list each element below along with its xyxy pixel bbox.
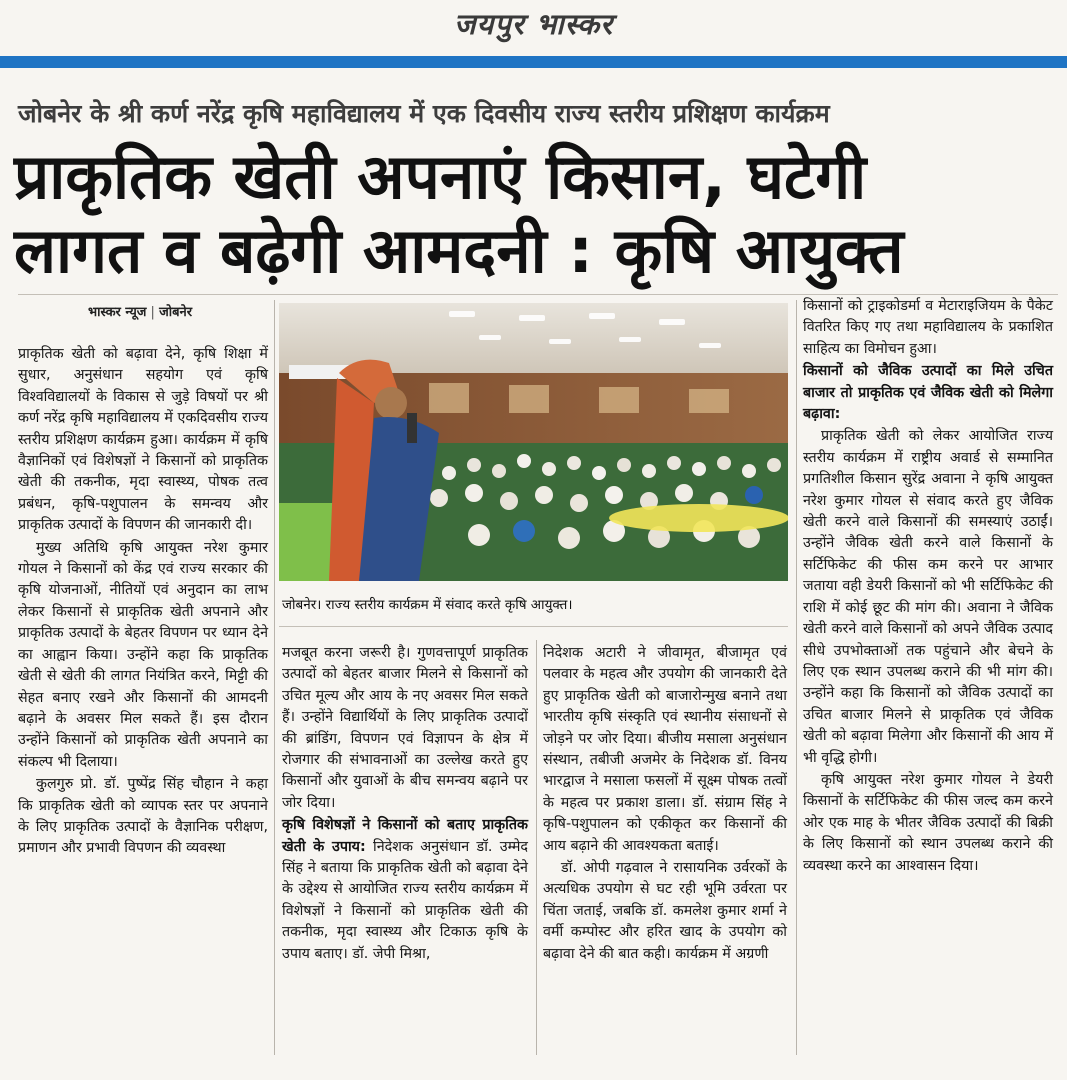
photo-illustration <box>279 303 788 581</box>
page-bottom-edge <box>0 1058 1067 1080</box>
byline-place: जोबनेर <box>159 305 193 320</box>
headline-divider <box>18 294 1058 295</box>
paragraph: कृषि आयुक्त नरेश कुमार गोयल ने डेयरी किसानों के सर्टिफिकेट की फीस जल्द कम करने ओर एक माह के भीतर जैविक उत्पादों की बिक्री के लिए किसानों को स्थान उपलब्ध कराने की व्यवस्था करने का आश्वासन दिया। <box>803 771 1053 874</box>
headline <box>14 140 1059 288</box>
masthead <box>0 0 1067 56</box>
paragraph: निदेशक अनुसंधान डॉ. उम्मेद सिंह ने बताया कि प्राकृतिक खेती को बढ़ावा देने के उद्देश्य से आयोजित राज्य स्तरीय कार्यक्रम में विशेषज्ञों ने किसानों को प्राकृतिक खेती की तकनीक, मृदा स्वास्थ्य और टिकाऊ कृषि के उपाय बताए। डॉ. जेपी मिश्रा, <box>282 838 529 962</box>
article-column-4 <box>803 296 1053 878</box>
byline: भास्कर न्यूज | जोबनेर <box>88 305 193 320</box>
paragraph: प्राकृतिक खेती को बढ़ावा देने, कृषि शिक्षा में सुधार, अनुसंधान सहयोग एवं कृषि विश्वविद्यालयों के विकास से जुड़े विषयों पर श्री कर्ण नरेंद्र कृषि महाविद्यालय में एकदिवसीय राज्य स्तरीय प्रशिक्षण कार्यक्रम हुआ। कार्यक्रम में कृषि वैज्ञानिकों एवं विशेषज्ञों ने किसानों को प्राकृतिक खेती की तकनीक, मृदा स्वास्थ्य, पोषक तत्व प्रबंधन, कृषि-पशुपालन के समन्वय और प्राकृतिक उत्पादों के विपणन की जानकारी दी। <box>18 346 268 534</box>
paragraph: निदेशक अटारी ने जीवामृत, बीजामृत एवं पलवार के महत्व और उपयोग की जानकारी देते हुए प्राकृतिक खेती को बाजारोन्मुख बनाने तथा भारतीय कृषि संस्कृति एवं स्थानीय संसाधनों से जोड़ने पर जोर दिया। बीजीय मसाला अनुसंधान संस्थान, तबीजी अजमेर के निदेशक डॉ. विनय भारद्वाज ने मसाला फसलों में सूक्ष्म पोषक तत्वों के महत्व पर प्रकाश डाला। डॉ. संग्राम सिंह ने कृषि-पशुपालन को एकीकृत कर किसानों की आय बढ़ाने की आवश्यकता बताई। <box>543 645 787 854</box>
caption-divider <box>279 626 788 627</box>
photo-caption: जोबनेर। राज्य स्तरीय कार्यक्रम में संवाद करते कृषि आयुक्त। <box>282 597 573 613</box>
article-column-2 <box>282 643 528 966</box>
subheading: कृषि विशेषज्ञों ने किसानों को बताए प्राकृतिक खेती के उपाय: <box>282 817 528 855</box>
article-column-1 <box>18 344 268 861</box>
paragraph: डॉ. ओपी गढ़वाल ने रासायनिक उर्वरकों के अत्यधिक उपयोग से घट रही भूमि उर्वरता पर चिंता जताई, जबकि डॉ. कमलेश कुमार शर्मा ने वर्मी कम्पोस्ट और हरित खाद के उपयोग को बढ़ावा देने की बात कही। कार्यक्रम में अग्रणी <box>543 860 787 962</box>
kicker-line: जोबनेर के श्री कर्ण नरेंद्र कृषि महाविद्यालय में एक दिवसीय राज्य स्तरीय प्रशिक्षण कार्यक्रम <box>18 99 830 128</box>
headline-line-2: लागत व बढ़ेगी आमदनी : कृषि आयुक्त <box>14 214 904 287</box>
column-divider-3 <box>796 300 797 1055</box>
paragraph: मुख्य अतिथि कृषि आयुक्त नरेश कुमार गोयल ने किसानों को केंद्र एवं राज्य सरकार की कृषि योजनाओं, नीतियों एवं अनुदान का लाभ लेकर किसानों से प्राकृतिक खेती अपनाने और प्राकृतिक उत्पादों के बेहतर विपणन पर ध्यान देने का आह्वान किया। उन्होंने कहा कि प्राकृतिक खेती से खेती की लागत नियंत्रित करने, मिट्टी की सेहत बनाए रखने और किसानों की आमदनी बढ़ाने के अवसर मिल सकते हैं। इस दौरान उन्होंने किसानों को प्राकृतिक खेती अपनाने का संकल्प भी दिलाया। <box>18 539 268 770</box>
column-divider-1 <box>274 300 275 1055</box>
paragraph: मजबूत करना जरूरी है। गुणवत्तापूर्ण प्राकृतिक उत्पादों को बेहतर बाजार मिलने से किसानों को उचित मूल्य और आय के नए अवसर मिल सकते हैं। उन्होंने विद्यार्थियों के लिए प्राकृतिक उत्पादों की ब्रांडिंग, विपणन एवं विज्ञापन के क्षेत्र में रोजगार की संभावनाओं का उल्लेख करते हुए किसानों और युवाओं के बीच समन्वय बढ़ाने पर जोर दिया। <box>282 645 528 811</box>
headline-line-1: प्राकृतिक खेती अपनाएं किसान, घटेगी <box>14 140 867 213</box>
masthead-accent-rule <box>0 56 1067 68</box>
paragraph: किसानों को ट्राइकोडर्मा व मेटाराइजियम के पैकेट वितरित किए गए तथा महाविद्यालय के प्रकाशित साहित्य का विमोचन हुआ। <box>803 298 1053 357</box>
article-column-3 <box>543 643 787 966</box>
byline-agency: भास्कर न्यूज <box>88 305 147 320</box>
column-divider-2 <box>536 640 537 1055</box>
newspaper-title: जयपुर भास्कर <box>453 7 614 41</box>
event-photo <box>279 303 788 581</box>
paragraph: कुलगुरु प्रो. डॉ. पुष्पेंद्र सिंह चौहान ने कहा कि प्राकृतिक खेती को व्यापक स्तर पर अपनाने के लिए प्राकृतिक उत्पादों के वैज्ञानिक परीक्षण, प्रमाणन और प्रभावी विपणन की व्यवस्था <box>18 776 268 857</box>
subheading: किसानों को जैविक उत्पादों का मिले उचित बाजार तो प्राकृतिक एवं जैविक खेती को मिलेगा बढ़ावा: <box>803 363 1053 423</box>
paragraph: प्राकृतिक खेती को लेकर आयोजित राज्य स्तरीय कार्यक्रम में राष्ट्रीय अवार्ड से सम्मानित प्रगतिशील किसान सुरेंद्र अवाना ने कृषि आयुक्त नरेश कुमार गोयल से संवाद करते हुए जैविक खेती करने वाले किसानों की समस्याएं उठाईं। उन्होंने जैविक खेती करने वाले किसानों के सर्टिफिकेट की फीस कम करने पर आभार जताया वही डेयरी किसानों को भी सर्टिफिकेट की राशि में कोई छूट की मांग की। अवाना ने जैविक खेती करने वाले किसानों को अपने जैविक उत्पाद सीधे उपभोक्ताओं तक पहुंचाने और बेचने के लिए एक स्थान उपलब्ध कराने की भी मांग की। उन्होंने कहा कि किसानों को जैविक उत्पादों का उचित बाजार मिलने से प्राकृतिक एवं जैविक खेती को बढ़ावा मिलेगा और किसानों की आय में भी वृद्धि होगी। <box>803 428 1053 766</box>
